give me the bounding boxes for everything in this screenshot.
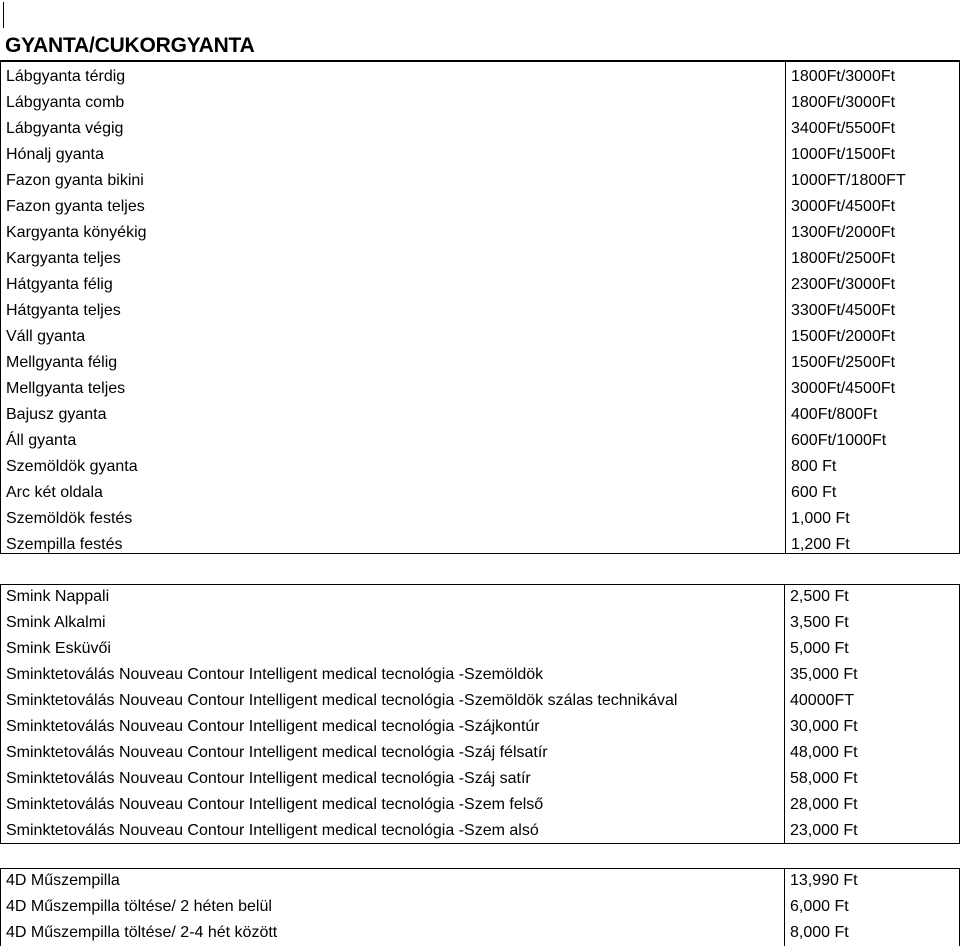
table-row bbox=[1, 142, 960, 168]
service-name: Hátgyanta félig bbox=[6, 276, 113, 293]
service-price: 1300Ft/2000Ft bbox=[791, 224, 896, 241]
service-price: 5,000 Ft bbox=[790, 640, 849, 657]
service-name: Lábgyanta végig bbox=[6, 120, 124, 137]
table-row bbox=[1, 454, 960, 480]
table-row bbox=[1, 220, 960, 246]
service-name: Lábgyanta comb bbox=[6, 94, 125, 111]
service-price: 3400Ft/5500Ft bbox=[791, 120, 896, 137]
service-price: 23,000 Ft bbox=[790, 822, 858, 839]
service-price: 48,000 Ft bbox=[790, 744, 858, 761]
table-row bbox=[0, 636, 960, 662]
service-name: Kargyanta teljes bbox=[6, 250, 121, 267]
service-price: 40000FT bbox=[790, 692, 855, 709]
service-price: 1,200 Ft bbox=[791, 536, 850, 553]
table-row bbox=[0, 610, 960, 636]
service-price: 35,000 Ft bbox=[790, 666, 858, 683]
table-row bbox=[1, 376, 960, 402]
service-name: 4D Műszempilla töltése/ 2 héten belül bbox=[6, 898, 272, 915]
service-price: 28,000 Ft bbox=[790, 796, 858, 813]
table-row bbox=[1, 350, 960, 376]
service-price: 400Ft/800Ft bbox=[791, 406, 878, 423]
table-row bbox=[1, 532, 960, 558]
service-name: Váll gyanta bbox=[6, 328, 86, 345]
table-row bbox=[1, 324, 960, 350]
service-price: 1500Ft/2500Ft bbox=[791, 354, 896, 371]
table-row bbox=[1, 246, 960, 272]
service-price: 1800Ft/3000Ft bbox=[791, 68, 896, 85]
table-row bbox=[1, 402, 960, 428]
service-price: 800 Ft bbox=[791, 458, 837, 475]
service-name: Sminktetoválás Nouveau Contour Intelligent medical tecnológia -Szájkontúr bbox=[6, 718, 540, 735]
table-row bbox=[0, 688, 960, 714]
service-name: Kargyanta könyékig bbox=[6, 224, 147, 241]
service-name: Lábgyanta térdig bbox=[6, 68, 126, 85]
service-price: 3000Ft/4500Ft bbox=[791, 380, 896, 397]
service-price: 600 Ft bbox=[791, 484, 837, 501]
service-name: Smink Esküvői bbox=[6, 640, 111, 657]
table-row bbox=[1, 64, 960, 90]
table-row bbox=[0, 920, 960, 946]
service-price: 2,500 Ft bbox=[790, 588, 849, 605]
table-row bbox=[0, 868, 960, 894]
service-name: Arc két oldala bbox=[6, 484, 103, 501]
service-price: 3000Ft/4500Ft bbox=[791, 198, 896, 215]
service-price: 2300Ft/3000Ft bbox=[791, 276, 896, 293]
service-price: 1800Ft/3000Ft bbox=[791, 94, 896, 111]
service-name: Smink Alkalmi bbox=[6, 614, 106, 631]
service-name: Szemöldök gyanta bbox=[6, 458, 138, 475]
table-row bbox=[1, 90, 960, 116]
service-price: 1800Ft/2500Ft bbox=[791, 250, 896, 267]
service-name: Szempilla festés bbox=[6, 536, 123, 553]
table-row bbox=[0, 766, 960, 792]
service-price: 1500Ft/2000Ft bbox=[791, 328, 896, 345]
service-price: 30,000 Ft bbox=[790, 718, 858, 735]
table-row bbox=[1, 272, 960, 298]
table-row bbox=[1, 116, 960, 142]
service-price: 1,000 Ft bbox=[791, 510, 850, 527]
table-row bbox=[1, 506, 960, 532]
service-price: 600Ft/1000Ft bbox=[791, 432, 887, 449]
service-name: Fazon gyanta teljes bbox=[6, 198, 145, 215]
service-name: Sminktetoválás Nouveau Contour Intelligent medical tecnológia -Szem felső bbox=[6, 796, 544, 813]
service-name: Sminktetoválás Nouveau Contour Intelligent medical tecnológia -Szemöldök bbox=[6, 666, 544, 683]
service-name: Hátgyanta teljes bbox=[6, 302, 121, 319]
table-row bbox=[1, 428, 960, 454]
service-price: 13,990 Ft bbox=[790, 872, 858, 889]
table-row bbox=[1, 480, 960, 506]
page-title: GYANTA/CUKORGYANTA bbox=[5, 34, 255, 57]
table-row bbox=[1, 168, 960, 194]
service-name: 4D Műszempilla töltése/ 2-4 hét között bbox=[6, 924, 278, 941]
service-price: 6,000 Ft bbox=[790, 898, 849, 915]
table-row bbox=[0, 740, 960, 766]
service-name: Sminktetoválás Nouveau Contour Intelligent medical tecnológia -Száj félsatír bbox=[6, 744, 548, 761]
service-name: 4D Műszempilla bbox=[6, 872, 120, 889]
text-cursor bbox=[3, 2, 4, 28]
table-row bbox=[0, 818, 960, 844]
service-name: Bajusz gyanta bbox=[6, 406, 107, 423]
service-name: Sminktetoválás Nouveau Contour Intelligent medical tecnológia -Szemöldök szálas technikával bbox=[6, 692, 678, 709]
waxing-table bbox=[0, 62, 960, 554]
service-price: 3,500 Ft bbox=[790, 614, 849, 631]
table-row bbox=[0, 584, 960, 610]
service-price: 58,000 Ft bbox=[790, 770, 858, 787]
table-row bbox=[0, 714, 960, 740]
service-price: 8,000 Ft bbox=[790, 924, 849, 941]
service-name: Mellgyanta félig bbox=[6, 354, 118, 371]
service-price: 3300Ft/4500Ft bbox=[791, 302, 896, 319]
service-name: Áll gyanta bbox=[6, 432, 77, 449]
table-row bbox=[0, 894, 960, 920]
table-row bbox=[1, 194, 960, 220]
service-name: Sminktetoválás Nouveau Contour Intelligent medical tecnológia -Szem alsó bbox=[6, 822, 539, 839]
table-row bbox=[1, 298, 960, 324]
service-name: Hónalj gyanta bbox=[6, 146, 104, 163]
service-name: Fazon gyanta bikini bbox=[6, 172, 144, 189]
table-row bbox=[0, 792, 960, 818]
table-row bbox=[0, 662, 960, 688]
service-name: Sminktetoválás Nouveau Contour Intelligent medical tecnológia -Száj satír bbox=[6, 770, 531, 787]
service-name: Smink Nappali bbox=[6, 588, 110, 605]
service-price: 1000FT/1800FT bbox=[791, 172, 906, 189]
service-name: Szemöldök festés bbox=[6, 510, 133, 527]
service-price: 1000Ft/1500Ft bbox=[791, 146, 896, 163]
service-name: Mellgyanta teljes bbox=[6, 380, 126, 397]
